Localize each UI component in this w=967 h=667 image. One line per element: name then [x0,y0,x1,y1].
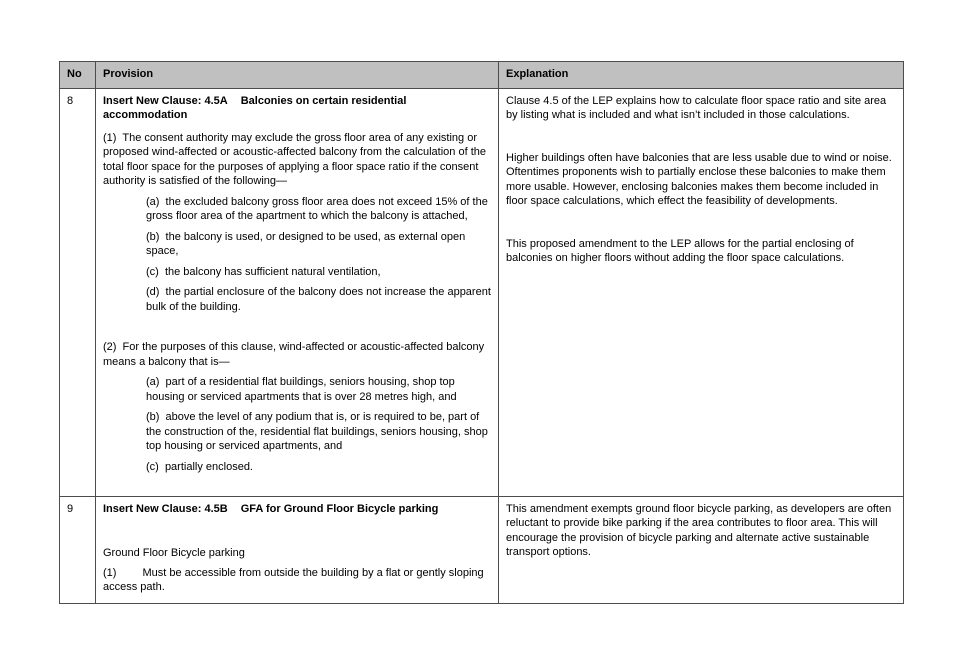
column-header-explanation: Explanation [499,62,904,89]
clause-item-number: (1) [103,566,117,579]
provision-paragraph [103,566,491,595]
explanation-cell [499,496,904,603]
clause-heading [103,502,491,517]
provision-subheading: Ground Floor Bicycle parking [103,547,245,559]
row-number: 9 [60,496,96,603]
provision-paragraph: (1) The consent authority may exclude the gross floor area of any existing or proposed wind-affected or acoustic-affected balcony from the calculation of the total floor space for the purposes of applying a floor space ratio if the consent authority is satisfied of the following— [103,131,490,187]
clause-number: Insert New Clause: 4.5B [103,502,228,515]
provision-cell [96,496,499,603]
provision-subclause: (b) above the level of any podium that is, or is required to be, part of the construction of the, residential flat buildings, seniors housing, shop top housing or serviced apartments, and [146,411,491,452]
lep-amendment-table [59,61,904,604]
explanation-cell [499,88,904,496]
explanation-paragraph: This amendment exempts ground floor bicycle parking, as developers are often reluctant to provide bike parking if the area contributes to floor area. This will encourage the provision of bicycle parking and alternate active sustainable transport options. [506,502,895,558]
provision-subclause: (a) the excluded balcony gross floor area does not exceed 15% of the gross floor area of the apartment to which the balcony is attached, [146,195,491,222]
row-number: 8 [60,88,96,496]
explanation-paragraph: This proposed amendment to the LEP allows for the partial enclosing of balconies on higher floors without adding the floor space calculations. [506,237,857,264]
provision-cell [96,88,499,496]
provision-paragraph: (2) For the purposes of this clause, wind-affected or acoustic-affected balcony means a balcony that is— [103,341,488,368]
provision-subclause: (b) the balcony is used, or designed to be used, as external open space, [146,230,469,257]
provision-subclause: (c) the balcony has sufficient natural ventilation, [146,265,381,278]
explanation-paragraph: Higher buildings often have balconies that are less usable due to wind or noise. Oftentimes proponents wish to partially enclose these balconies to make them more usable. However, enclosing balconies makes them become included in floor space calculations, which effect the feasibility of developments. [506,151,895,207]
provision-subclause: (c) partially enclosed. [146,460,253,473]
column-header-provision: Provision [96,62,499,89]
column-header-no: No [60,62,96,89]
clause-title: GFA for Ground Floor Bicycle parking [240,502,439,515]
provision-subclause: (a) part of a residential flat buildings, seniors housing, shop top housing or serviced apartments that is over 28 metres high, and [146,376,458,403]
clause-item-text: Must be accessible from outside the building by a flat or gently sloping access path. [103,566,487,593]
clause-heading [103,94,491,123]
table-header-row [60,62,904,89]
table-row [60,88,904,496]
provision-subclause: (d) the partial enclosure of the balcony does not increase the apparent bulk of the building. [146,286,494,313]
explanation-paragraph: Clause 4.5 of the LEP explains how to calculate floor space ratio and site area by listing what is included and what isn’t included in those calculations. [506,94,890,121]
table-row [60,496,904,603]
clause-title: Balconies on certain residential accommodation [103,94,407,121]
clause-number: Insert New Clause: 4.5A [103,94,228,107]
